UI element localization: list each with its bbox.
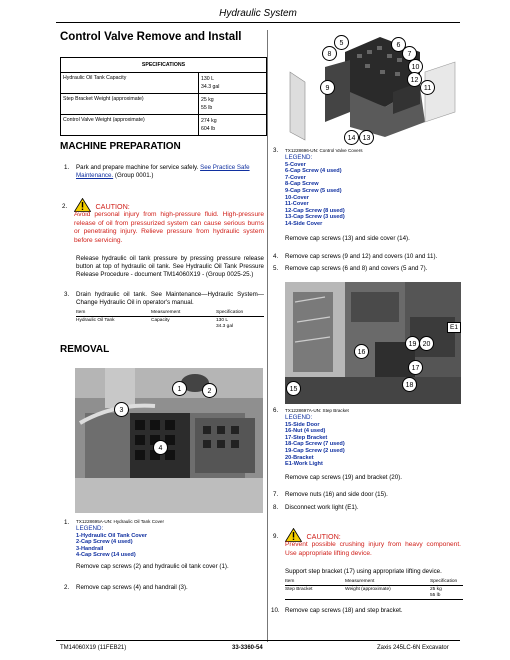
spec-values: 25 kg 55 lb	[201, 97, 214, 111]
callout-19: 19	[405, 336, 420, 351]
callout-20: 20	[419, 336, 434, 351]
step-number: 1.	[64, 519, 70, 526]
callout-1: 1	[172, 381, 187, 396]
specifications-table	[60, 57, 267, 136]
step-number: 9.	[273, 533, 279, 540]
warning-triangle-icon	[285, 528, 302, 542]
step-number: 6.	[273, 407, 279, 414]
spec-row	[61, 94, 266, 115]
right-step-10: Remove cap screws (18) and step bracket.	[285, 607, 403, 614]
spec-values: 274 kg 604 lb	[201, 118, 217, 132]
footer-page-number: 33-3360-54	[232, 645, 263, 651]
footer-doc-id: TM14060X19 (11FEB21)	[60, 645, 127, 651]
removal-step-2: Remove cap screws (4) and handrail (3).	[76, 584, 188, 591]
right-step-7: Remove nuts (16) and side door (15).	[285, 491, 388, 498]
spec-values: 130 L 34.3 gal	[201, 76, 220, 90]
caution-label: CAUTION:	[306, 532, 341, 541]
footer-rule	[56, 640, 460, 641]
spec-row	[61, 115, 266, 135]
callout-9: 9	[320, 80, 335, 95]
machine-prep-step-1: Park and prepare machine for service safely. See Practice Safe Maintenance. (Group 0001.)	[76, 164, 250, 179]
figure6-after-text: Remove cap screws (19) and bracket (20).	[285, 474, 402, 481]
right-step-4: Remove cap screws (9 and 12) and covers (10 and 11).	[285, 253, 438, 260]
oil-tank-spec-table: Item Measurement Specification Hydraulic Oil Tank Capacity 130 L 34.3 gal	[76, 310, 264, 330]
caution-label: CAUTION:	[95, 202, 130, 211]
page-header-title: Hydraulic System	[219, 8, 297, 19]
step-number: 2.	[64, 584, 70, 591]
step-number: 3.	[64, 291, 70, 298]
figure3-caption: TX1228696-UN: Control Valve Covers	[285, 148, 363, 153]
step-bracket-spec-table: Item Measurement Specification Step Bracket Weight (approximate) 25 kg 55 lb	[285, 579, 463, 600]
callout-7: 7	[402, 46, 417, 61]
spec-item: Hydraulic Oil Tank Capacity	[61, 73, 199, 93]
section-title: Control Valve Remove and Install	[60, 31, 242, 43]
machine-prep-step-3: Drain hydraulic oil tank. See Maintenance—Hydraulic System—Change Hydraulic Oil in operator's manual.	[76, 291, 264, 306]
callout-11: 11	[420, 80, 435, 95]
figure1-caption: TX1228695A-UN: Hydraulic Oil Tank Cover	[76, 519, 164, 524]
step-number: 3.	[273, 147, 279, 154]
removal-step-1-text: Remove cap screws (2) and hydraulic oil tank cover (1).	[76, 563, 229, 570]
callout-13: 13	[359, 130, 374, 145]
hydraulic-oil-tank-cover-photo	[75, 368, 263, 513]
step-number: 7.	[273, 491, 279, 498]
figure6-caption: TX1228697A-UN: Step Bracket	[285, 408, 349, 413]
step-number: 10.	[271, 607, 280, 614]
specifications-heading: SPECIFICATIONS	[61, 58, 266, 73]
callout-5: 5	[334, 35, 349, 50]
callout-17: 17	[408, 360, 423, 375]
spec-row	[61, 73, 266, 94]
caution-text: Avoid personal injury from high-pressure fluid. High-pressure release of oil from pressurized system can cause serious burns or penetrating injury. Relieve pressure from hydraulic system before servicing.	[74, 211, 264, 244]
figure3-after-text: Remove cap screws (13) and side cover (14).	[285, 235, 410, 242]
removal-heading: REMOVAL	[60, 344, 110, 355]
callout-e1: E1	[447, 322, 461, 333]
callout-4: 4	[153, 440, 168, 455]
right-step-8: Disconnect work light (E1).	[285, 504, 359, 511]
step-number: 5.	[273, 265, 279, 272]
header-rule	[56, 22, 460, 23]
callout-14: 14	[344, 130, 359, 145]
machine-prep-heading: MACHINE PREPARATION	[60, 141, 181, 152]
support-step-bracket-text: Support step bracket (17) using appropriate lifting device.	[285, 568, 442, 575]
callout-10: 10	[408, 59, 423, 74]
callout-8: 8	[322, 46, 337, 61]
callout-2: 2	[202, 383, 217, 398]
column-divider	[267, 30, 268, 642]
footer-machine-name: Zaxis 245LC-6N Excavator	[377, 645, 449, 651]
figure3-legend: LEGEND: 5-Cover 6-Cap Screw (4 used) 7-Cover 8-Cap Screw 9-Cap Screw (5 used) 10-Cover 11-Cover 12-Cap Screw (8 used) 13-Cap Screw (3 used) 14-Side Cover	[285, 154, 345, 227]
spec-item: Step Bracket Weight (approximate)	[61, 94, 199, 114]
callout-3: 3	[114, 402, 129, 417]
callout-6: 6	[391, 37, 406, 52]
step-number: 2.	[62, 203, 68, 210]
warning-triangle-icon	[74, 198, 91, 212]
figure6-legend: LEGEND: 15-Side Door 16-Nut (4 used) 17-Step Bracket 18-Cap Screw (7 used) 19-Cap Screw (2 used) 20-Bracket E1-Work Light	[285, 414, 345, 468]
practice-safe-maintenance-link[interactable]: See Practice Safe Maintenance.	[76, 164, 250, 179]
callout-16: 16	[354, 344, 369, 359]
figure1-legend: LEGEND: 1-Hydraulic Oil Tank Cover 2-Cap Screw (4 used) 3-Handrail 4-Cap Screw (14 used)	[76, 525, 148, 559]
spec-item: Control Valve Weight (approximate)	[61, 115, 199, 135]
callout-18: 18	[402, 377, 417, 392]
step-bracket-photo	[285, 282, 461, 404]
right-step-5: Remove cap screws (6 and 8) and covers (5 and 7).	[285, 265, 428, 272]
step-number: 1.	[64, 164, 70, 171]
callout-15: 15	[286, 381, 301, 396]
step-number: 4.	[273, 253, 279, 260]
step-number: 8.	[273, 504, 279, 511]
release-pressure-text: Release hydraulic oil tank pressure by pressing pressure release button at top of hydraulic oil tank. See Hydraulic Oil Tank Pressure Release Procedure - document TM14060X19 - (Group 0025-25.)	[76, 255, 264, 278]
callout-12: 12	[407, 72, 422, 87]
caution-text-2: Prevent possible crushing injury from heavy component. Use appropriate lifting device.	[285, 541, 461, 557]
